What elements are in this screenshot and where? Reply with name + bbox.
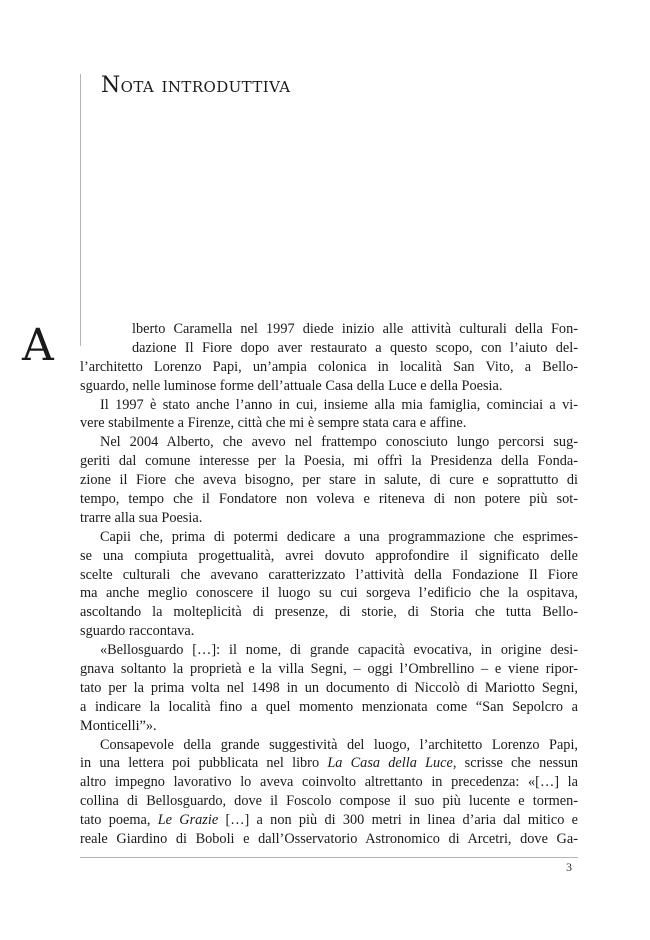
text-line: ma anche meglio conoscere il luogo su cui sorgeva l’edificio che la ospitava, <box>80 585 578 602</box>
text-line: Capii che, prima di potermi dedicare a una programmazione che esprimes- <box>100 528 578 545</box>
body-text <box>80 320 578 849</box>
text-line: collina di Bellosguardo, dove il Foscolo compose il suo più lucente e tormen- <box>80 793 578 810</box>
text-line: sguardo, nelle luminose forme dell’attuale Casa della Luce e della Poesia. <box>80 377 503 394</box>
text-line: tempo, tempo che il Fondatore non voleva e riteneva di non potere più sot- <box>80 491 578 508</box>
text-line: vere stabilmente a Firenze, città che mi è sempre stata cara e affine. <box>80 415 467 432</box>
text-line: trarre alla sua Poesia. <box>80 509 203 526</box>
text-line: tato per la prima volta nel 1498 in un documento di Niccolò di Mariotto Segni, <box>80 679 578 696</box>
text-fragment: tato poema, <box>80 812 158 829</box>
text-line: a indicare la località fino a quel momento menzionata come “San Sepolcro a <box>80 698 578 715</box>
drop-cap: A <box>22 320 54 371</box>
text-line: ascoltando la molteplicità di presenze, di storie, di Storia che tutta Bello- <box>80 604 578 621</box>
text-line: se una compiuta progettualità, avrei dovuto approfondire il significato delle <box>80 547 578 564</box>
page-number: 3 <box>566 860 572 874</box>
text-line <box>80 754 578 773</box>
text-line: altro impegno lavorativo lo aveva coinvolto altrettanto in precedenza: «[…] la <box>80 774 578 791</box>
book-title: La Casa della Luce <box>327 755 453 772</box>
text-line: reale Giardino di Boboli e dall’Osservatorio Astronomico di Arcetri, dove Ga- <box>80 831 578 848</box>
text-line: sguardo raccontava. <box>80 623 195 640</box>
text-line: Il 1997 è stato anche l’anno in cui, insieme alla mia famiglia, cominciai a vi- <box>100 396 578 413</box>
text-line: lberto Caramella nel 1997 diede inizio alle attività culturali della Fon- <box>132 321 578 337</box>
text-line: Nel 2004 Alberto, che avevo nel frattempo conosciuto lungo percorsi sug- <box>100 434 578 451</box>
poem-title: Le Grazie <box>157 812 219 829</box>
text-line: Monticelli”». <box>80 717 157 734</box>
text-fragment: […] a non più di 300 metri in linea d’aria dal mitico e <box>218 812 578 829</box>
text-line: zione il Fiore che aveva bisogno, per stare in salute, di cure e soprattutto di <box>80 472 578 489</box>
text-line <box>80 811 578 830</box>
footer-rule <box>80 857 578 858</box>
text-fragment: , scrisse che nessun <box>452 755 578 772</box>
text-line: geriti dal comune interesse per la Poesia, mi offrì la Presidenza della Fonda- <box>80 453 578 470</box>
text-line: l’architetto Lorenzo Papi, un’ampia colonica in località San Vito, a Bello- <box>80 358 578 375</box>
text-line: scelte culturali che avevano caratterizzato l’attività della Fondazione Il Fiore <box>80 566 578 583</box>
text-line: Consapevole della grande suggestività del luogo, l’architetto Lorenzo Papi, <box>100 736 578 753</box>
text-fragment: in una lettera poi pubblicata nel libro <box>80 755 328 772</box>
text-line: «Bellosguardo […]: il nome, di grande capacità evocativa, in origine desi- <box>100 642 578 659</box>
text-line: gnava soltanto la proprietà e la villa Segni, – oggi l’Ombrellino – e viene ripor- <box>80 661 578 678</box>
page-title: Nota introduttiva <box>101 73 291 98</box>
text-line: dazione Il Fiore dopo aver restaurato a questo scopo, con l’aiuto del- <box>132 339 578 356</box>
heading-vertical-rule <box>80 74 81 346</box>
